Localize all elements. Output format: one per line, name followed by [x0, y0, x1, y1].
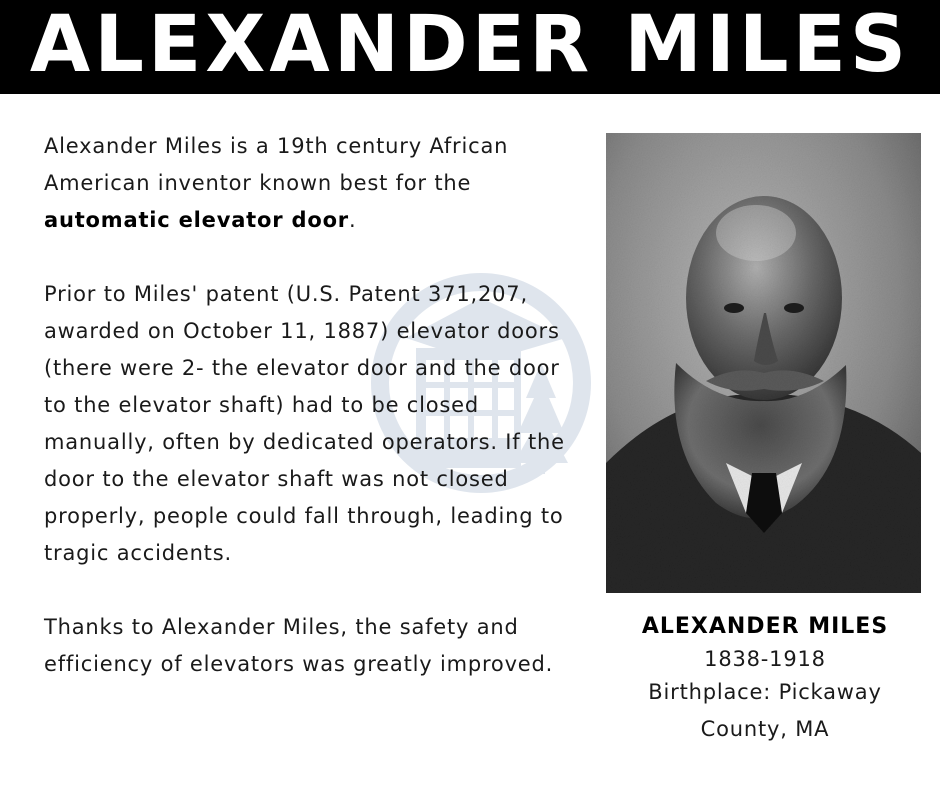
intro-end-text: . [348, 208, 357, 232]
intro-bold-text: automatic elevator door [44, 208, 349, 232]
caption-birthplace-line1: Birthplace: Pickaway [648, 680, 882, 704]
paragraph-patent: Prior to Miles' patent (U.S. Patent 371,207, awarded on October 11, 1887) elevator doors (there were 2- the elevator door and the door to the elevator shaft) had to be closed manually, often by dedicated operators. If the door to the elevator shaft was not closed properly, people could fall through, leading to tragic accidents. [44, 282, 565, 565]
portrait-caption [606, 610, 924, 748]
paragraph-intro [44, 128, 574, 239]
page-title: ALEXANDER MILES [29, 0, 911, 90]
paragraph-conclusion: Thanks to Alexander Miles, the safety and efficiency of elevators was greatly improved. [44, 615, 554, 676]
caption-birthplace-line2: County, MA [700, 717, 830, 741]
title-bar [0, 0, 940, 94]
caption-years: 1838-1918 [704, 647, 826, 671]
intro-text: Alexander Miles is a 19th century African American inventor known best for the [44, 134, 509, 195]
body-text [44, 128, 574, 720]
caption-name: ALEXANDER MILES [641, 614, 889, 639]
portrait-photo [606, 133, 921, 593]
